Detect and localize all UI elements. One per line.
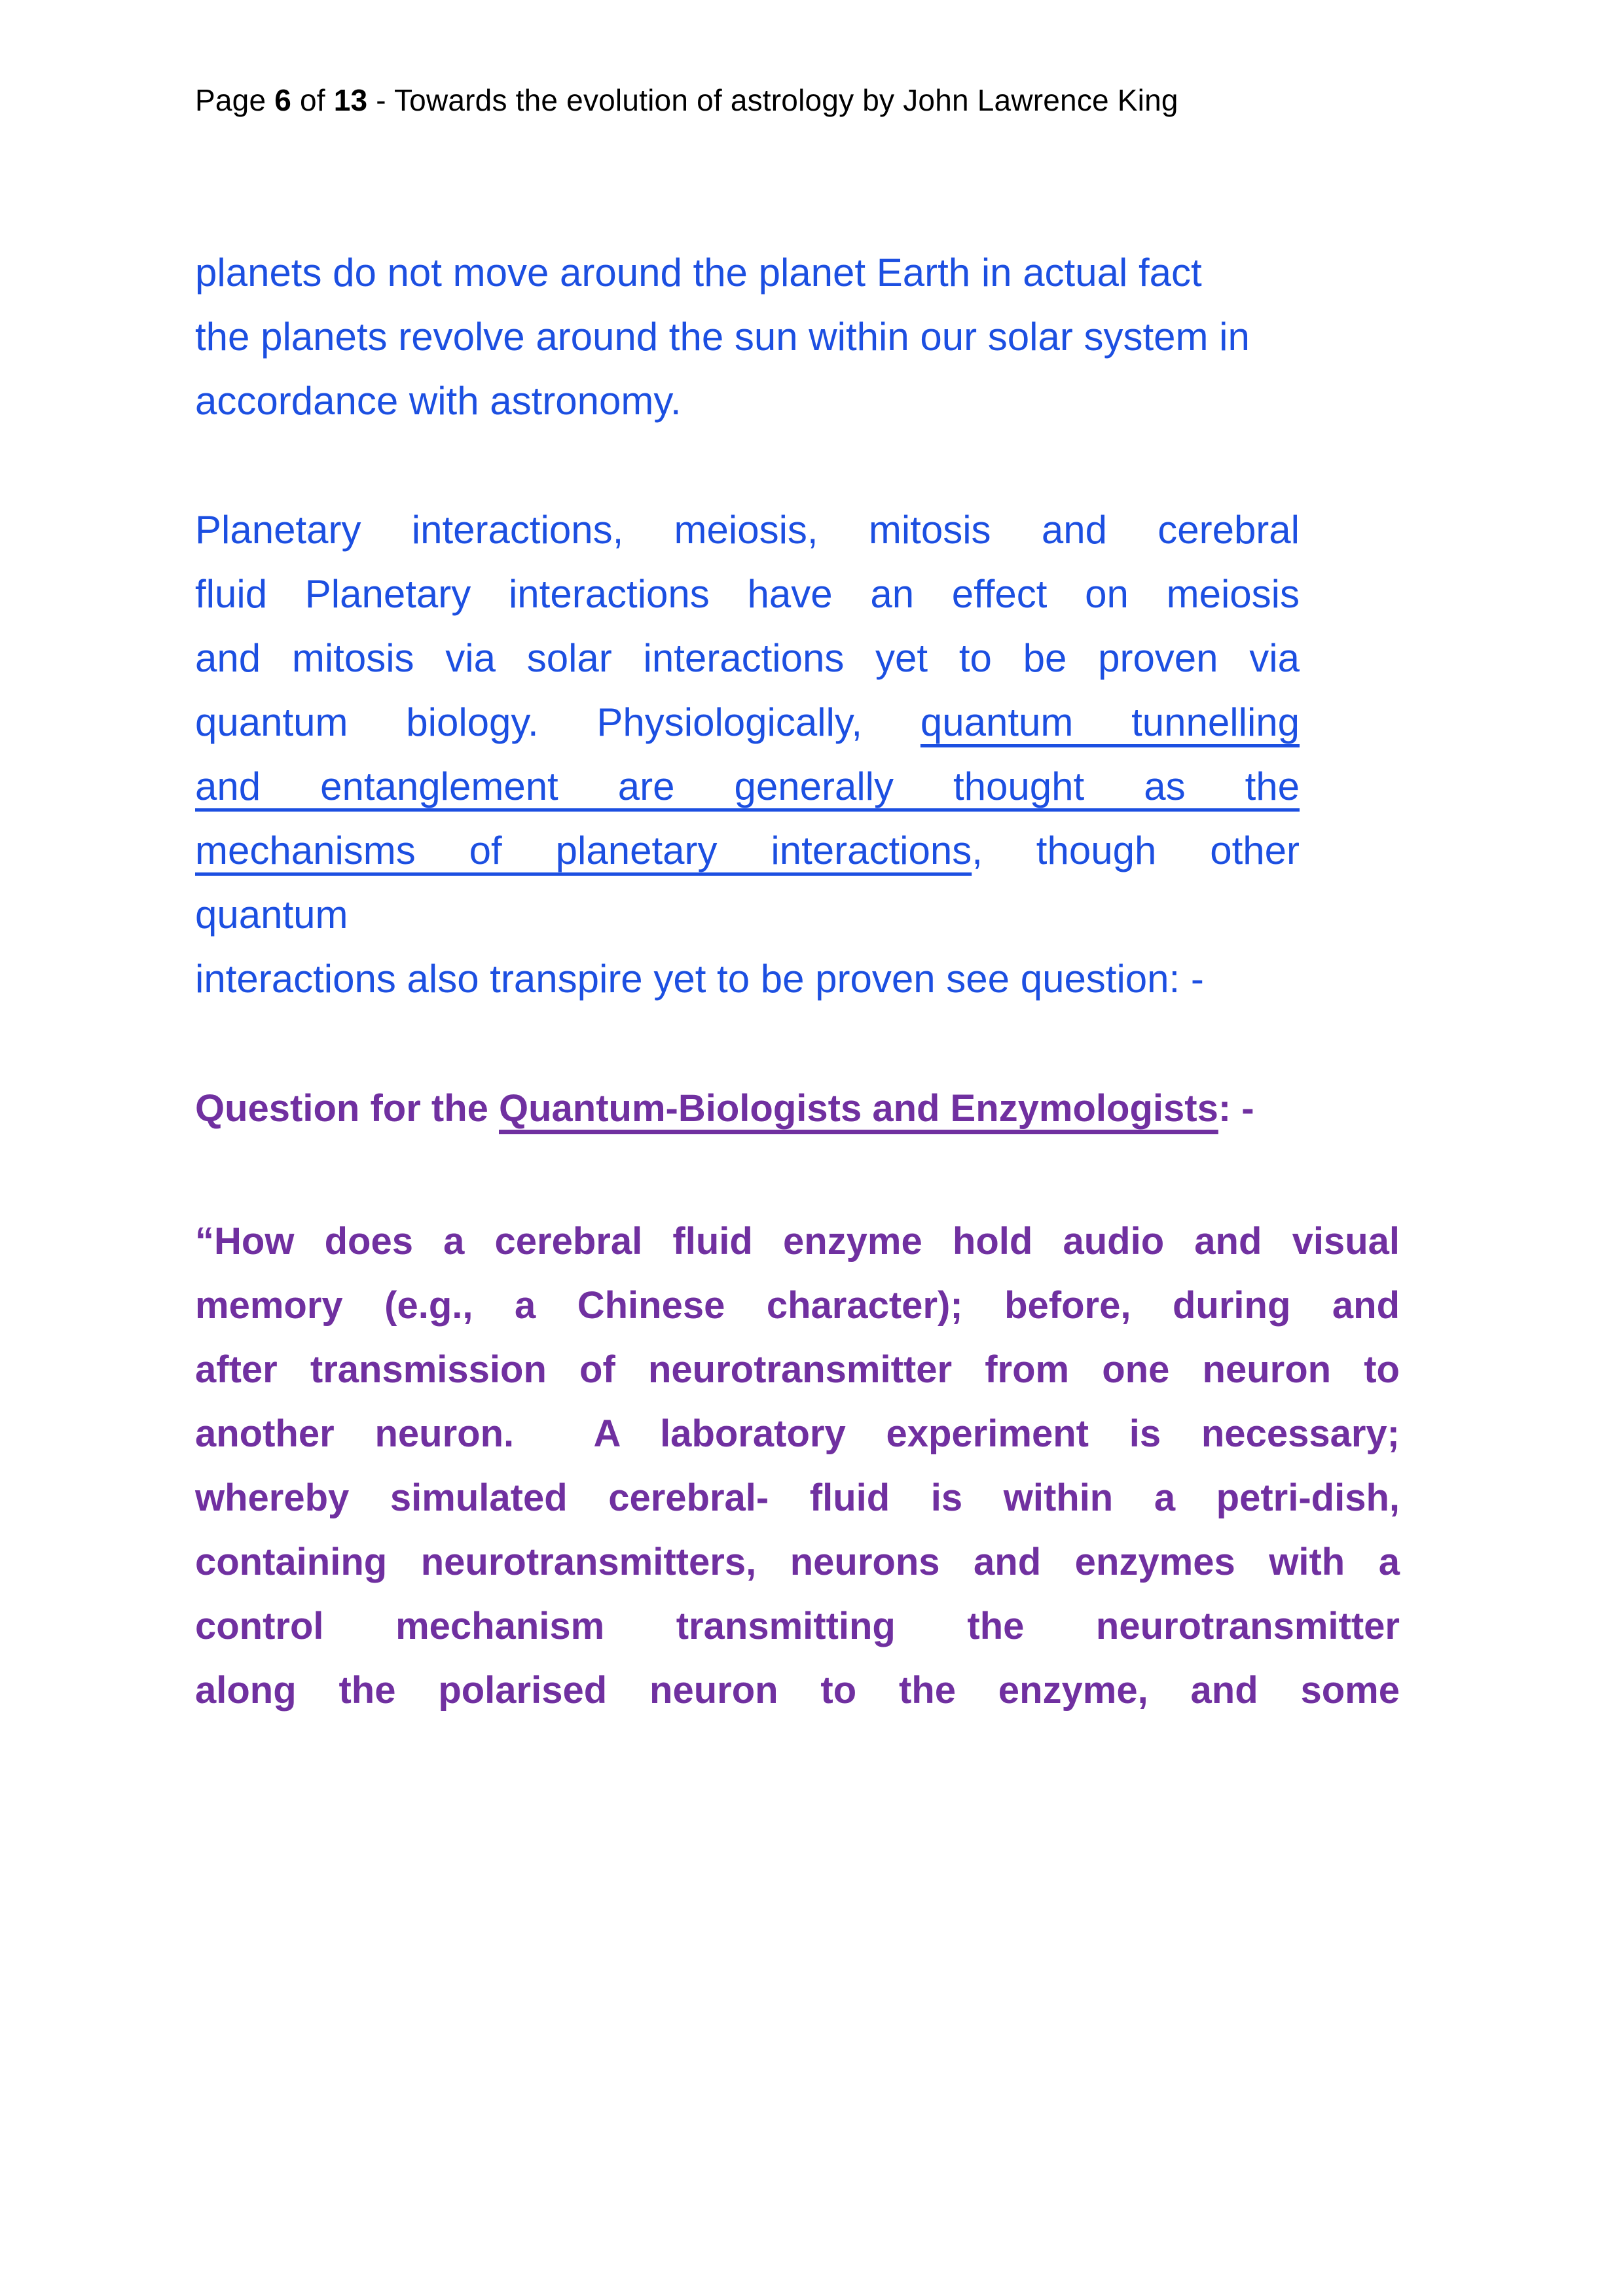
text-line: [195, 1402, 1400, 1466]
text-segment: Page: [195, 83, 275, 117]
text-segment: and mitosis via solar interactions yet to be proven via: [195, 636, 1300, 680]
text-line: [195, 691, 1300, 755]
text-line: [195, 81, 1439, 120]
text-segment: quantum biology. Physiologically,: [195, 700, 921, 744]
text-line: [195, 1594, 1400, 1659]
text-segment: quantum tunnelling: [920, 700, 1300, 744]
text-line: [195, 1210, 1400, 1274]
paragraph-planets-intro: [195, 241, 1426, 433]
text-segment: of: [291, 83, 334, 117]
text-line: [195, 819, 1300, 883]
paragraph-planetary-interactions: [195, 498, 1300, 1011]
text-segment: containing neurotransmitters, neurons and enzymes with a: [195, 1541, 1400, 1583]
text-segment: control mechanism transmitting the neurotransmitter: [195, 1605, 1400, 1647]
paragraph-question-body: [195, 1210, 1400, 1723]
text-segment: Quantum-Biologists and Enzymologists: [499, 1087, 1218, 1130]
text-segment: - Towards the evolution of astrology by John Lawrence King: [367, 83, 1178, 117]
text-segment: along the polarised neuron to the enzyme, and some: [195, 1669, 1400, 1712]
text-segment: whereby simulated cerebral- fluid is within a petri-dish,: [195, 1477, 1400, 1519]
text-segment: quantum: [195, 893, 348, 937]
text-line: [195, 305, 1426, 369]
text-line: [195, 626, 1300, 691]
text-line: [195, 755, 1300, 819]
text-segment: and entanglement are generally thought as the: [195, 764, 1300, 808]
text-segment: after transmission of neurotransmitter from one neuron to: [195, 1348, 1400, 1391]
text-segment: , though other: [972, 829, 1300, 872]
text-line: [195, 1077, 1439, 1141]
text-line: [195, 1659, 1400, 1723]
text-segment: 6: [274, 83, 292, 117]
text-line: [195, 1338, 1400, 1402]
text-segment: Question for the: [195, 1087, 499, 1130]
text-line: [195, 241, 1426, 305]
text-segment: the planets revolve around the sun within our solar system in: [195, 315, 1250, 359]
text-line: [195, 369, 1426, 433]
text-line: [195, 1466, 1400, 1530]
text-line: [195, 1530, 1400, 1594]
text-segment: mechanisms of planetary interactions: [195, 829, 972, 872]
text-segment: Planetary interactions, meiosis, mitosis and cerebral: [195, 508, 1300, 552]
text-segment: accordance with astronomy.: [195, 379, 682, 423]
text-line: [195, 947, 1300, 1011]
text-line: [195, 562, 1300, 626]
text-line: [195, 883, 1300, 947]
heading-question: [195, 1077, 1439, 1141]
text-line: [195, 1274, 1400, 1338]
text-segment: : -: [1218, 1087, 1254, 1130]
text-segment: memory (e.g., a Chinese character); before, during and: [195, 1284, 1400, 1327]
text-line: [195, 498, 1300, 562]
text-segment: fluid Planetary interactions have an effect on meiosis: [195, 572, 1300, 616]
text-segment: another neuron. A laboratory experiment is necessary;: [195, 1412, 1400, 1455]
text-segment: interactions also transpire yet to be proven see question: -: [195, 957, 1204, 1001]
page-header: [195, 81, 1439, 120]
text-segment: 13: [333, 83, 368, 117]
text-segment: planets do not move around the planet Earth in actual fact: [195, 251, 1202, 295]
text-segment: “How does a cerebral fluid enzyme hold audio and visual: [195, 1220, 1400, 1263]
